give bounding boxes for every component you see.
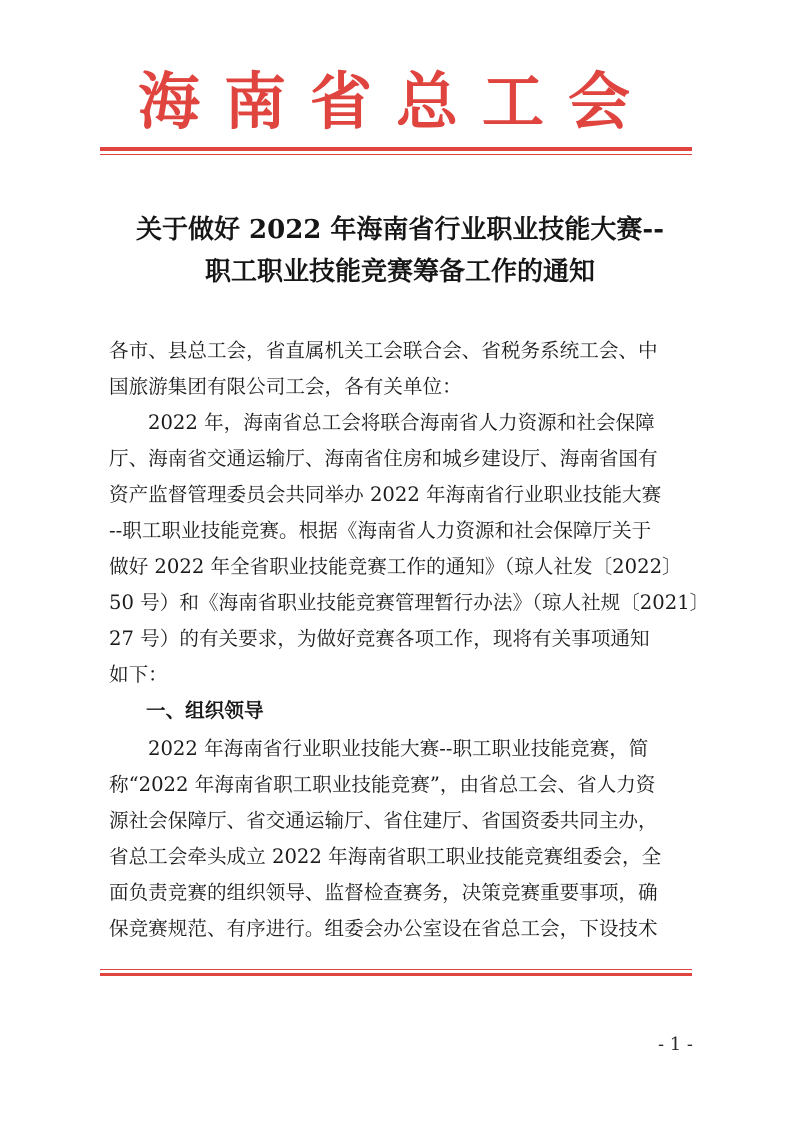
- paragraph-2-line: 源社会保障厅、省交通运输厅、省住建厅、省国资委共同主办，: [109, 809, 658, 832]
- section-heading: 一、组织领导: [146, 699, 264, 722]
- footer-rule-thick: [100, 973, 692, 976]
- paragraph-1-line: 做好 2022 年全省职业技能竞赛工作的通知》（琼人社发〔2022〕: [109, 555, 682, 578]
- paragraph-2-line: 称“2022 年海南省职工职业技能竞赛”，由省总工会、省人力资: [109, 773, 656, 796]
- masthead: [100, 52, 693, 152]
- document-title-line-2: 职工职业技能竞赛筹备工作的通知: [204, 257, 595, 287]
- organization-name: 海南省总工会: [138, 65, 655, 138]
- paragraph-1-line: --职工职业技能竞赛。根据《海南省人力资源和社会保障厅关于: [109, 519, 652, 542]
- paragraph-1-line: 厅、海南省交通运输厅、海南省住房和城乡建设厅、海南省国有: [109, 447, 658, 470]
- salutation-line-1: 各市、县总工会，省直属机关工会联合会、省税务系统工会、中: [109, 339, 658, 362]
- paragraph-1-line: 如下：: [109, 663, 168, 686]
- paragraph-2-line: 省总工会牵头成立 2022 年海南省职工职业技能竞赛组委会，全: [109, 845, 662, 868]
- paragraph-2-line: 2022 年海南省行业职业技能大赛--职工职业技能竞赛，简: [148, 737, 649, 760]
- document-title-line-1: 关于做好 2022 年海南省行业职业技能大赛--: [135, 215, 665, 245]
- page-number: - 1 -: [657, 1034, 693, 1055]
- paragraph-1-line: 27 号）的有关要求，为做好竞赛各项工作，现将有关事项通知: [109, 627, 650, 650]
- footer-rule-thin: [100, 969, 692, 970]
- salutation-line-2: 国旅游集团有限公司工会，各有关单位：: [109, 375, 462, 398]
- paragraph-1-line: 资产监督管理委员会共同举办 2022 年海南省行业职业技能大赛: [109, 483, 662, 506]
- header-rule-thick: [100, 147, 692, 151]
- paragraph-2-line: 保竞赛规范、有序进行。组委会办公室设在省总工会，下设技术: [109, 917, 658, 940]
- paragraph-1-line: 50 号）和《海南省职业技能竞赛管理暂行办法》（琼人社规〔2021〕: [109, 591, 710, 614]
- paragraph-2-line: 面负责竞赛的组织领导、监督检查赛务，决策竞赛重要事项，确: [109, 881, 658, 904]
- paragraph-1-line: 2022 年，海南省总工会将联合海南省人力资源和社会保障: [148, 411, 655, 434]
- header-rule-thin: [100, 154, 692, 155]
